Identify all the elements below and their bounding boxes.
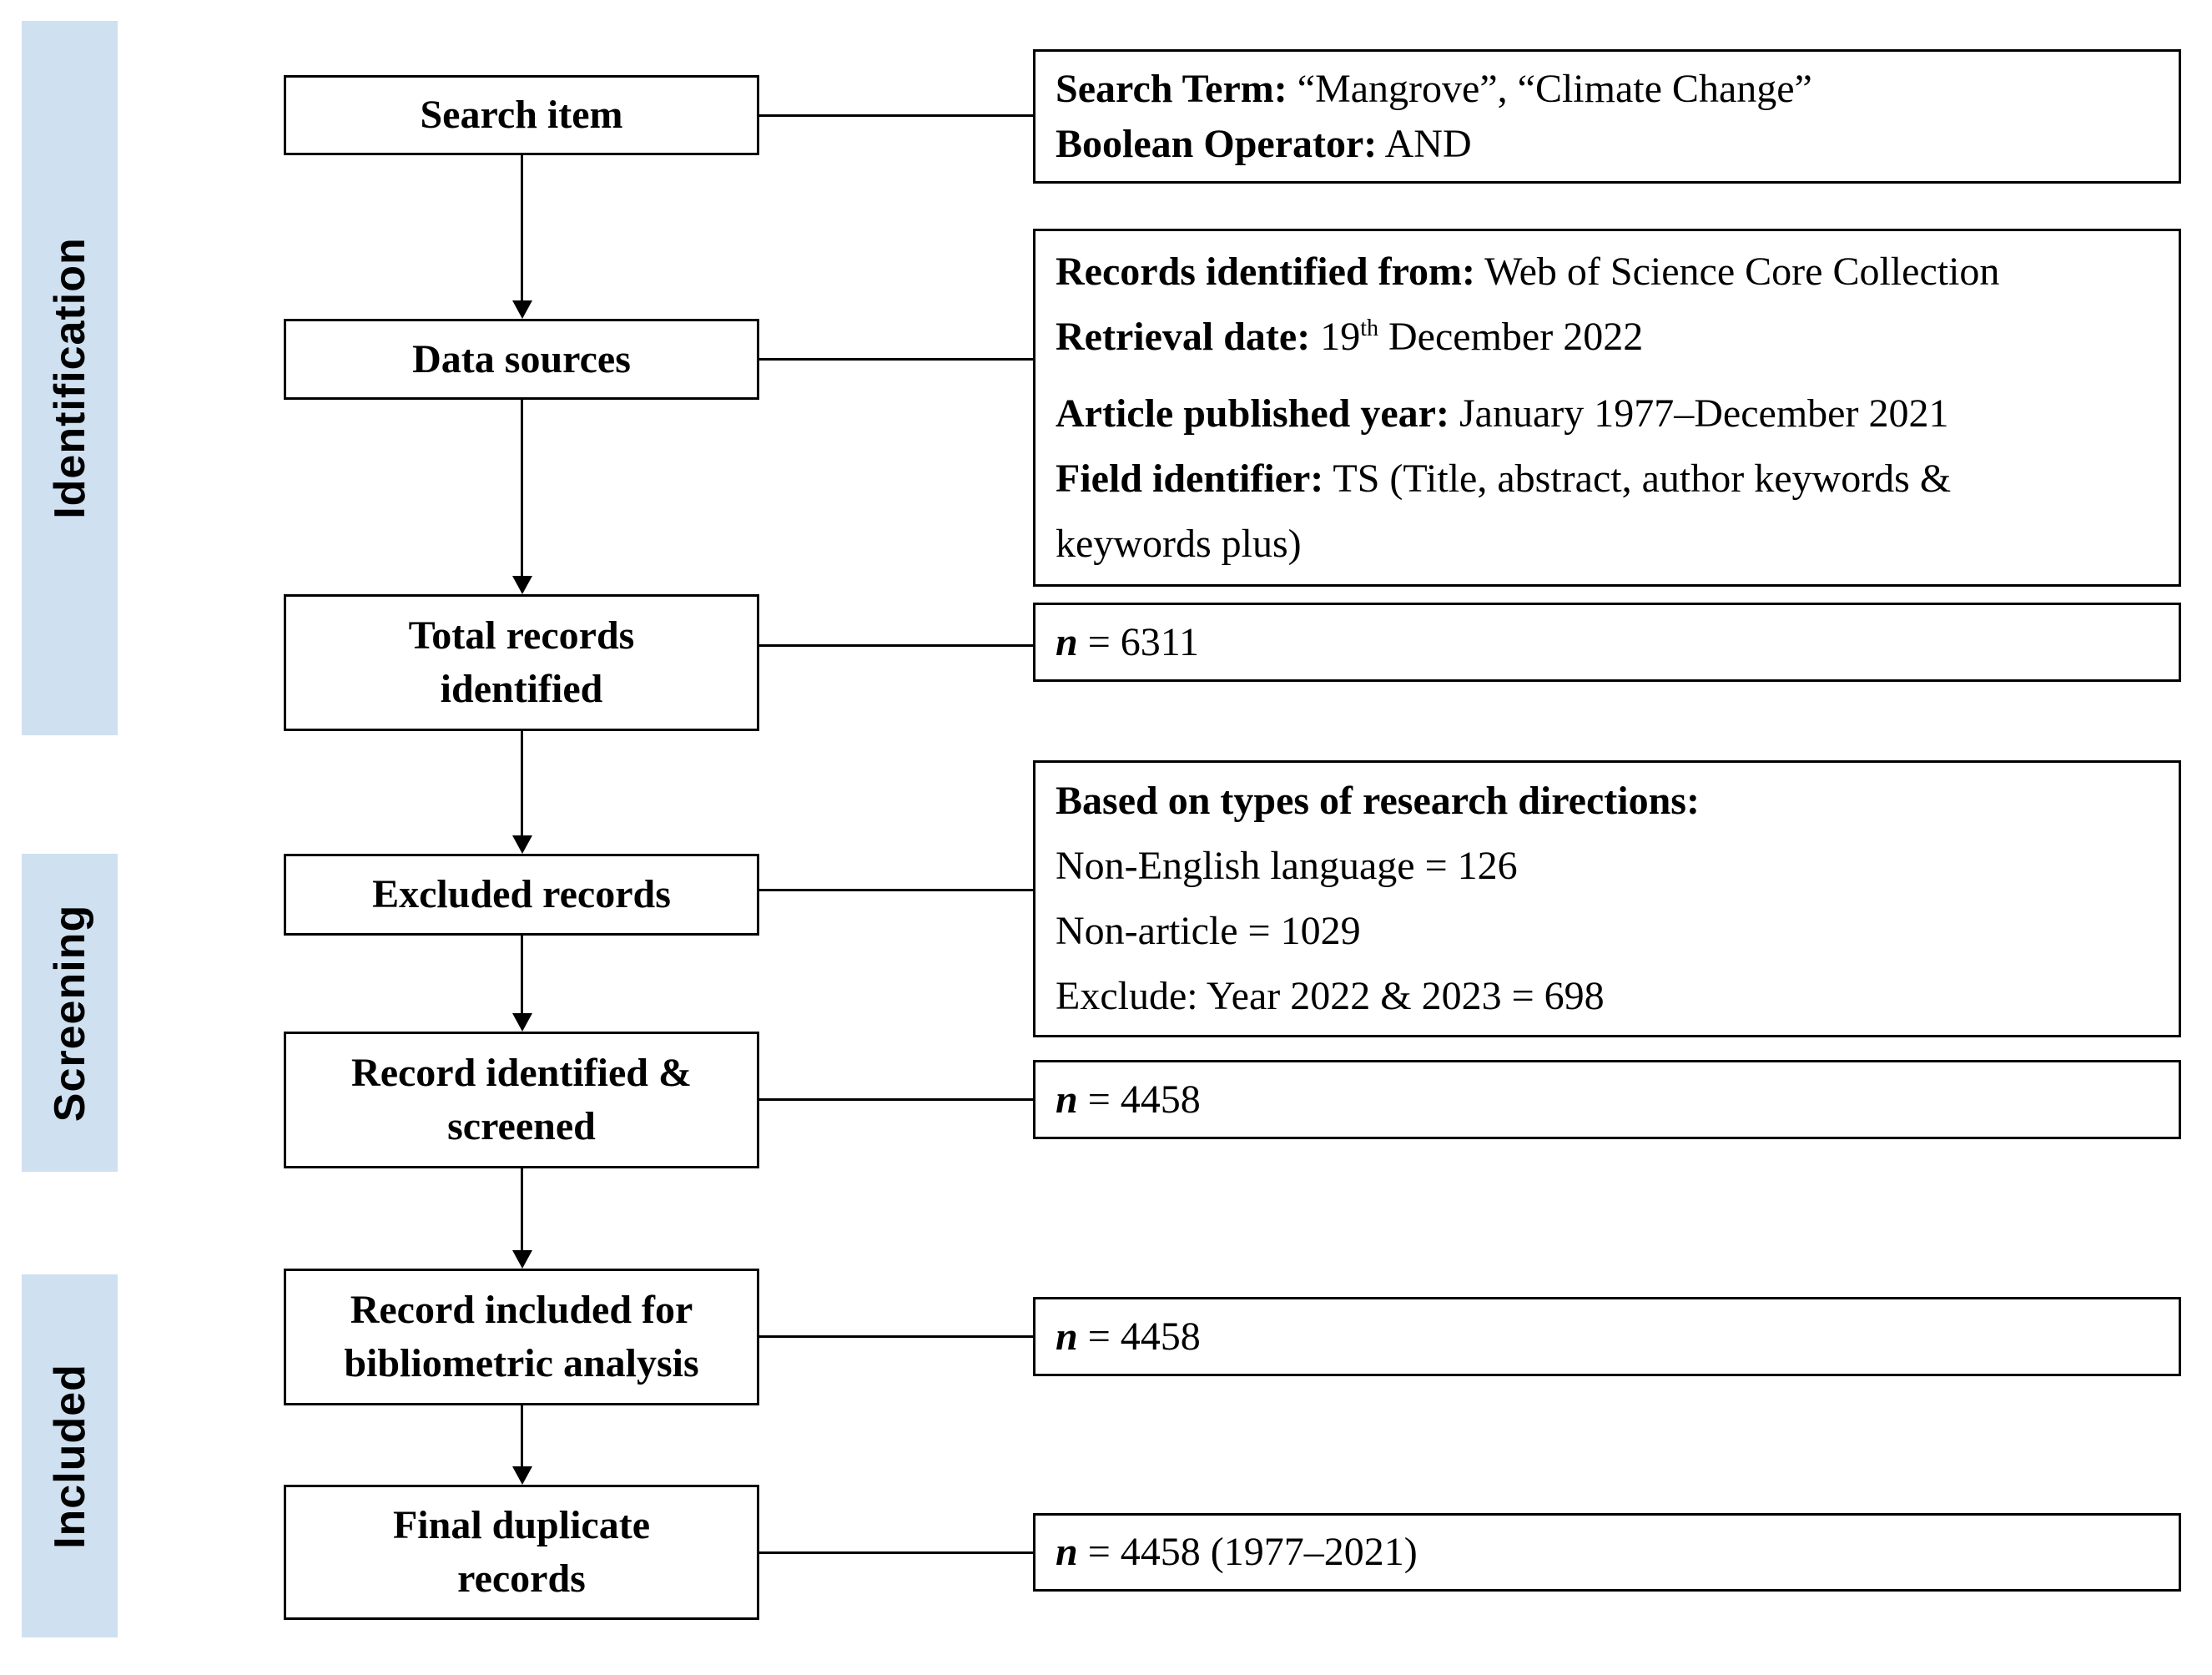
stage-screening xyxy=(22,854,118,1172)
box-label-line: Final duplicate xyxy=(392,1503,651,1547)
box-label-line: Record included for xyxy=(350,1288,693,1332)
count-value: = 4458 xyxy=(1077,1077,1201,1122)
connector-line xyxy=(521,731,523,837)
arrow-down-icon xyxy=(512,1013,532,1032)
field-identifier-value: TS (Title, abstract, author keywords & xyxy=(1323,456,1952,501)
n-symbol: n xyxy=(1056,1530,1078,1574)
arrow-down-icon xyxy=(512,1466,532,1485)
connector-line xyxy=(521,1405,523,1468)
n-symbol: n xyxy=(1056,1314,1078,1359)
retrieval-day: 19 xyxy=(1310,314,1361,359)
arrow-down-icon xyxy=(512,835,532,854)
boolean-operator-row xyxy=(1056,117,2159,172)
box-label-line: Record identified & xyxy=(351,1051,692,1095)
stage-label: Included xyxy=(45,1363,94,1549)
connector-line xyxy=(759,1098,1033,1101)
published-year-label: Article published year: xyxy=(1056,391,1449,436)
stage-label: Screening xyxy=(45,904,94,1122)
flow-box-record-included xyxy=(284,1269,759,1405)
box-label: Excluded records xyxy=(372,872,671,916)
records-identified-row xyxy=(1056,240,2159,305)
box-label-line: identified xyxy=(440,667,603,711)
count-row xyxy=(1056,1520,2159,1585)
connector-line xyxy=(759,1551,1033,1554)
box-label: Data sources xyxy=(412,336,631,381)
connector-line xyxy=(521,1168,523,1252)
connector-line xyxy=(521,155,523,302)
count-row xyxy=(1056,1067,2159,1133)
box-label-line: bibliometric analysis xyxy=(344,1341,699,1385)
field-identifier-cont: keywords plus) xyxy=(1056,521,1302,566)
records-identified-label: Records identified from: xyxy=(1056,249,1476,294)
flow-box-total-records xyxy=(284,594,759,731)
count-row xyxy=(1056,1304,2159,1370)
detail-box-included xyxy=(1033,1297,2181,1376)
retrieval-date-row xyxy=(1056,305,2159,370)
connector-line xyxy=(521,400,523,578)
exclusion-item: Non-English language = 126 xyxy=(1056,844,1518,888)
search-term-row xyxy=(1056,62,2159,117)
box-label-line: Total records xyxy=(408,613,635,658)
exclusion-item: Non-article = 1029 xyxy=(1056,909,1361,953)
n-symbol: n xyxy=(1056,619,1078,664)
boolean-operator-value: AND xyxy=(1377,121,1472,166)
flow-box-search-item xyxy=(284,75,759,155)
search-term-value: “Mangrove”, “Climate Change” xyxy=(1287,66,1812,111)
arrow-down-icon xyxy=(512,300,532,319)
detail-box-final xyxy=(1033,1513,2181,1592)
stage-identification xyxy=(22,21,118,735)
count-value: = 6311 xyxy=(1077,619,1199,664)
records-identified-value: Web of Science Core Collection xyxy=(1475,249,2000,294)
published-year-value: January 1977–December 2021 xyxy=(1449,391,1949,436)
retrieval-date-label: Retrieval date: xyxy=(1056,314,1311,359)
field-identifier-label: Field identifier: xyxy=(1056,456,1324,501)
n-symbol: n xyxy=(1056,1077,1078,1122)
detail-box-excluded xyxy=(1033,760,2181,1037)
detail-box-search xyxy=(1033,49,2181,184)
flow-box-final-records xyxy=(284,1485,759,1620)
box-label-line: records xyxy=(457,1556,586,1601)
connector-line xyxy=(759,1335,1033,1338)
flow-box-excluded-records xyxy=(284,854,759,936)
field-identifier-row xyxy=(1056,446,2159,512)
box-label-line: screened xyxy=(447,1104,596,1148)
detail-box-screened xyxy=(1033,1060,2181,1139)
exclusion-heading-text: Based on types of research directions: xyxy=(1056,779,1700,823)
exclusion-item: Exclude: Year 2022 & 2023 = 698 xyxy=(1056,974,1605,1018)
exclusion-heading xyxy=(1056,769,2159,834)
detail-box-total xyxy=(1033,603,2181,682)
stage-included xyxy=(22,1274,118,1637)
connector-line xyxy=(759,114,1033,117)
flow-box-data-sources xyxy=(284,319,759,400)
arrow-down-icon xyxy=(512,1250,532,1269)
connector-line xyxy=(759,358,1033,361)
retrieval-rest: December 2022 xyxy=(1378,314,1644,359)
boolean-operator-label: Boolean Operator: xyxy=(1056,121,1378,166)
stage-label: Identification xyxy=(45,237,94,519)
flow-box-record-screened xyxy=(284,1032,759,1168)
retrieval-suffix: th xyxy=(1360,315,1378,341)
connector-line xyxy=(759,889,1033,891)
count-value: = 4458 (1977–2021) xyxy=(1077,1530,1418,1574)
arrow-down-icon xyxy=(512,576,532,594)
box-label: Search item xyxy=(420,93,623,137)
count-value: = 4458 xyxy=(1077,1314,1201,1359)
search-term-label: Search Term: xyxy=(1056,66,1287,111)
published-year-row xyxy=(1056,381,2159,446)
count-row xyxy=(1056,610,2159,675)
connector-line xyxy=(759,644,1033,647)
detail-box-sources xyxy=(1033,229,2181,587)
connector-line xyxy=(521,936,523,1015)
